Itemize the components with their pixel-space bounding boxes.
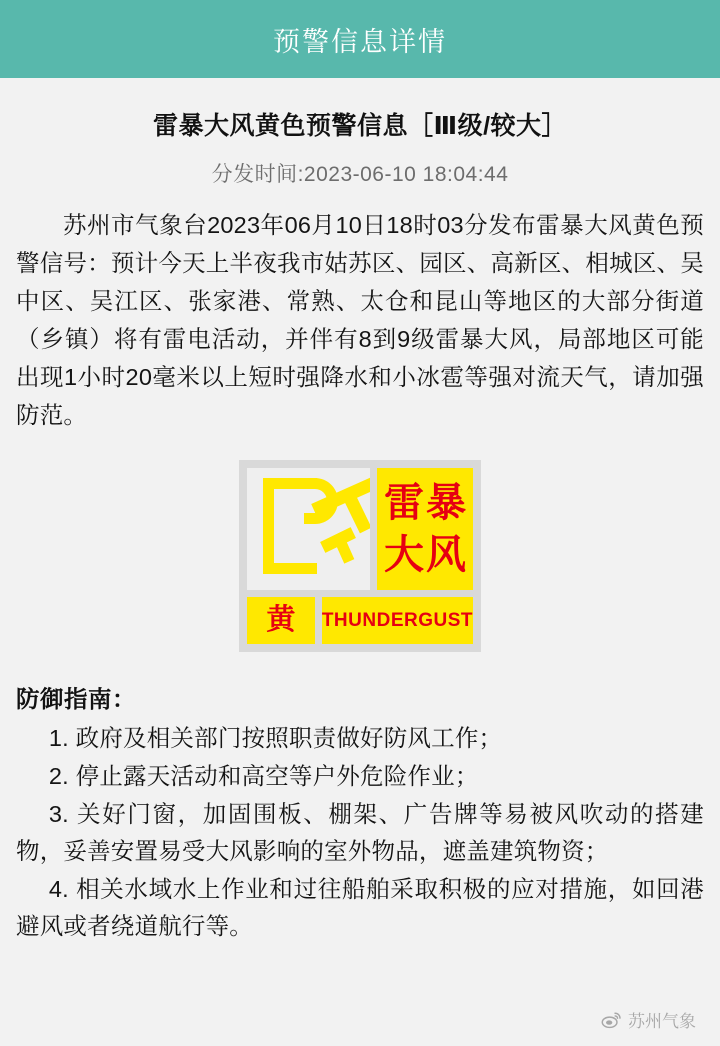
signal-level-badge-text: 黄 — [266, 604, 296, 637]
weibo-icon — [600, 1009, 622, 1031]
list-item: 2. 停止露天活动和高空等户外危险作业； — [48, 762, 479, 789]
signal-char-1: 暴 — [426, 480, 466, 527]
warning-body: 苏州市气象台2023年06月10日18时03分发布雷暴大风黄色预警信号：预计今天上半夜我市姑苏区、园区、高新区、相城区、吴中区、吴江区、张家港、常熟、太仓和昆山等地区的大部分街道（乡镇）将有雷电活动，并伴有8到9级雷暴大风，局部地区可能出现1小时20毫米以上短时强降水和小冰雹等强对流天气，请加强防范。 — [16, 212, 704, 429]
guidance-title: 防御指南： — [16, 686, 136, 713]
lightning-pictogram — [247, 468, 370, 590]
signal-char-0: 雷 — [384, 480, 424, 527]
page-title: 预警信息详情 — [273, 26, 447, 57]
content-area — [0, 78, 720, 1046]
signal-char-2: 大 — [384, 532, 424, 579]
signal-top-row — [247, 468, 473, 590]
issue-time: 分发时间:2023-06-10 18:04:44 — [211, 163, 509, 186]
signal-char-3: 风 — [426, 532, 466, 579]
footer-account-name: 苏州气象 — [628, 1012, 696, 1031]
signal-english-label — [322, 597, 473, 644]
warning-signal-image-wrap — [16, 460, 704, 652]
guidance-list — [16, 720, 704, 946]
list-item: 4. 相关水域水上作业和过往船舶采取积极的应对措施，如回港避风或者绕道航行等。 — [16, 875, 704, 940]
warning-signal-image — [239, 460, 481, 652]
signal-bottom-row — [247, 597, 473, 644]
list-item: 3. 关好门窗，加固围板、棚架、广告牌等易被风吹动的搭建物，妥善安置易受大风影响的室外物品，遮盖建筑物资； — [16, 800, 704, 865]
signal-chinese-chars — [377, 468, 473, 590]
warning-title: 雷暴大风黄色预警信息［Ⅲ级/较大］ — [152, 112, 568, 140]
signal-level-badge — [247, 597, 315, 644]
footer-watermark — [600, 1007, 696, 1032]
p-shape-icon — [263, 478, 317, 574]
app-header — [0, 0, 720, 78]
list-item: 1. 政府及相关部门按照职责做好防风工作； — [48, 725, 503, 752]
signal-english-label-text: THUNDERGUST — [321, 609, 473, 631]
